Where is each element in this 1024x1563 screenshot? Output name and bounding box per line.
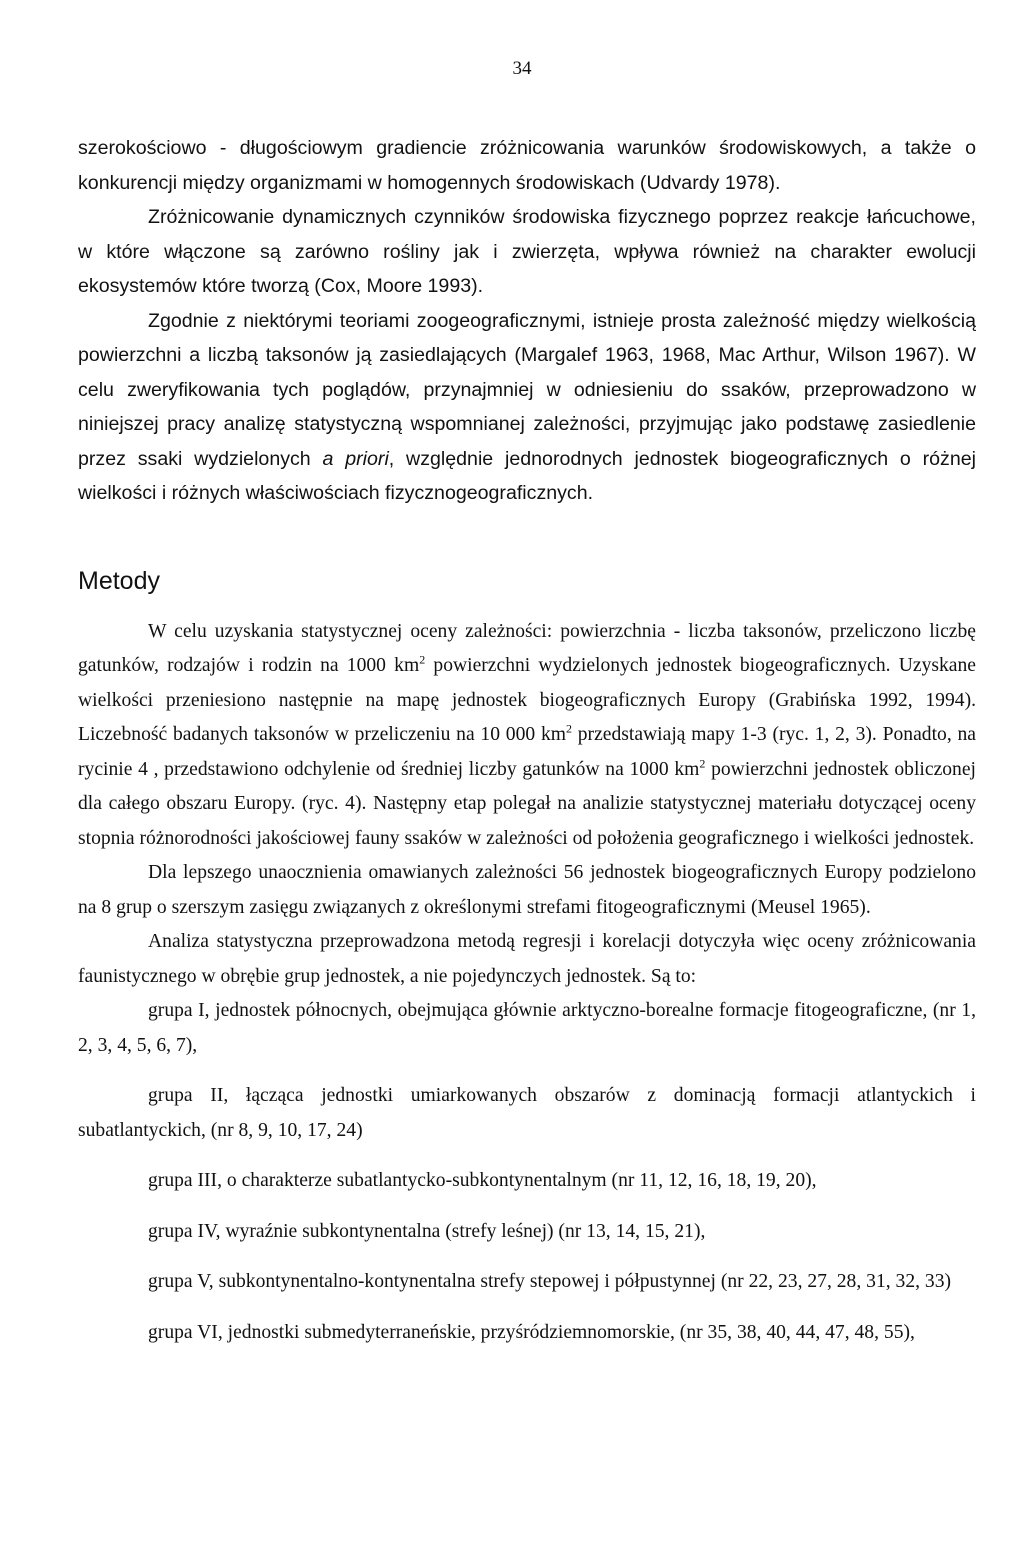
group-list (78, 994, 976, 1350)
m1-sup-2: 2 (565, 721, 572, 736)
m1-text-d: powierzchni jednostek obliczonej dla całego obszaru Europy. (ryc. 4). Następny etap polegał na analizie statystycznej materiału dotyczącej oceny stopnia różnorodności jakościowej fauny ssaków w zależności od położenia geograficznego i wielkości jednostek. (78, 758, 976, 849)
intro-paragraph-1: szerokościowo - długościowym gradiencie zróżnicowania warunków środowiskowych, a także o konkurencji między organizmami w homogennych środowiskach (Udvardy 1978). (78, 137, 976, 194)
group-item-5: grupa V, subkontynentalno-kontynentalna strefy stepowej i półpustynnej (nr 22, 23, 27, 28, 31, 32, 33) (148, 1271, 952, 1292)
page-number: 34 (512, 58, 532, 79)
methods-paragraph-1 (78, 615, 976, 857)
intro-p3-italic: a priori (322, 447, 389, 470)
page-body (78, 131, 976, 1350)
intro-p3-text-a: Zgodnie z niektórymi teoriami zoogeograficznymi, istnieje prosta zależność między wielkością powierzchni a liczbą taksonów ją zasiedlających (Margalef 1963, 1968, Mac Arthur, Wilson 1967). W celu zweryfikowania tych poglądów, przynajmniej w odniesieniu do ssaków, przeprowadzono w niniejszej pracy analizę statystyczną wspomnianej zależności, przyjmując jako podstawę zasiedlenie przez ssaki wydzielonych (78, 309, 976, 470)
m1-sup-1: 2 (419, 652, 426, 667)
group-item-6: grupa VI, jednostki submedyterraneńskie, przyśródziemnomorskie, (nr 35, 38, 40, 44, 47, 48, 55), (148, 1321, 915, 1343)
group-item-1: grupa I, jednostek północnych, obejmująca głównie arktyczno-borealne formacje fitogeograficzne, (nr 1, 2, 3, 4, 5, 6, 7), (78, 1000, 976, 1056)
methods-paragraph-3: Analiza statystyczna przeprowadzona metodą regresji i korelacji dotyczyła więc oceny zróżnicowania faunistycznego w obrębie grup jednostek, a nie pojedynczych jednostek. Są to: (78, 931, 976, 987)
m1-sup-3: 2 (699, 755, 706, 770)
m1-text-b: powierzchni wydzielonych jednostek biogeograficznych. Uzyskane wielkości przeniesiono następnie na mapę jednostek biogeograficznych Europy (Grabińska 1992, 1994). Liczebność badanych taksonów w przeliczeniu na 10 000 km (78, 655, 976, 745)
methods-paragraph-2: Dla lepszego unaocznienia omawianych zależności 56 jednostek biogeograficznych Europy podzielono na 8 grup o szerszym zasięgu związanych z określonymi strefami fitogeograficznymi (Meusel 1965). (78, 862, 976, 918)
m1-text-a: W celu uzyskania statystycznej oceny zależności: powierzchnia - liczba taksonów, przeliczono liczbę gatunków, rodzajów i rodzin na 1000 km (78, 620, 976, 676)
group-item-2: grupa II, łącząca jednostki umiarkowanych obszarów z dominacją formacji atlantyckich i subatlantyckich, (nr 8, 9, 10, 17, 24) (78, 1085, 976, 1141)
intro-paragraph-3 (78, 304, 976, 511)
group-item-3: grupa III, o charakterze subatlantycko-subkontynentalnym (nr 11, 12, 16, 18, 19, 20), (148, 1170, 817, 1191)
section-heading: Metody (78, 566, 160, 595)
intro-paragraph-2: Zróżnicowanie dynamicznych czynników środowiska fizycznego poprzez reakcje łańcuchowe, w które włączone są zarówno rośliny jak i zwierzęta, wpływa również na charakter ewolucji ekosystemów które tworzą (Cox, Moore 1993). (78, 206, 976, 297)
intro-p3-text-b: , względnie jednorodnych jednostek biogeograficznych o różnej wielkości i różnych właściwościach fizycznogeograficznych. (78, 447, 976, 504)
m1-text-c: przedstawiają mapy 1-3 (ryc. 1, 2, 3). Ponadto, na rycinie 4 , przedstawiono odchylenie od średniej liczby gatunków na 1000 km (78, 724, 976, 780)
group-item-4: grupa IV, wyraźnie subkontynentalna (strefy leśnej) (nr 13, 14, 15, 21), (148, 1220, 706, 1242)
